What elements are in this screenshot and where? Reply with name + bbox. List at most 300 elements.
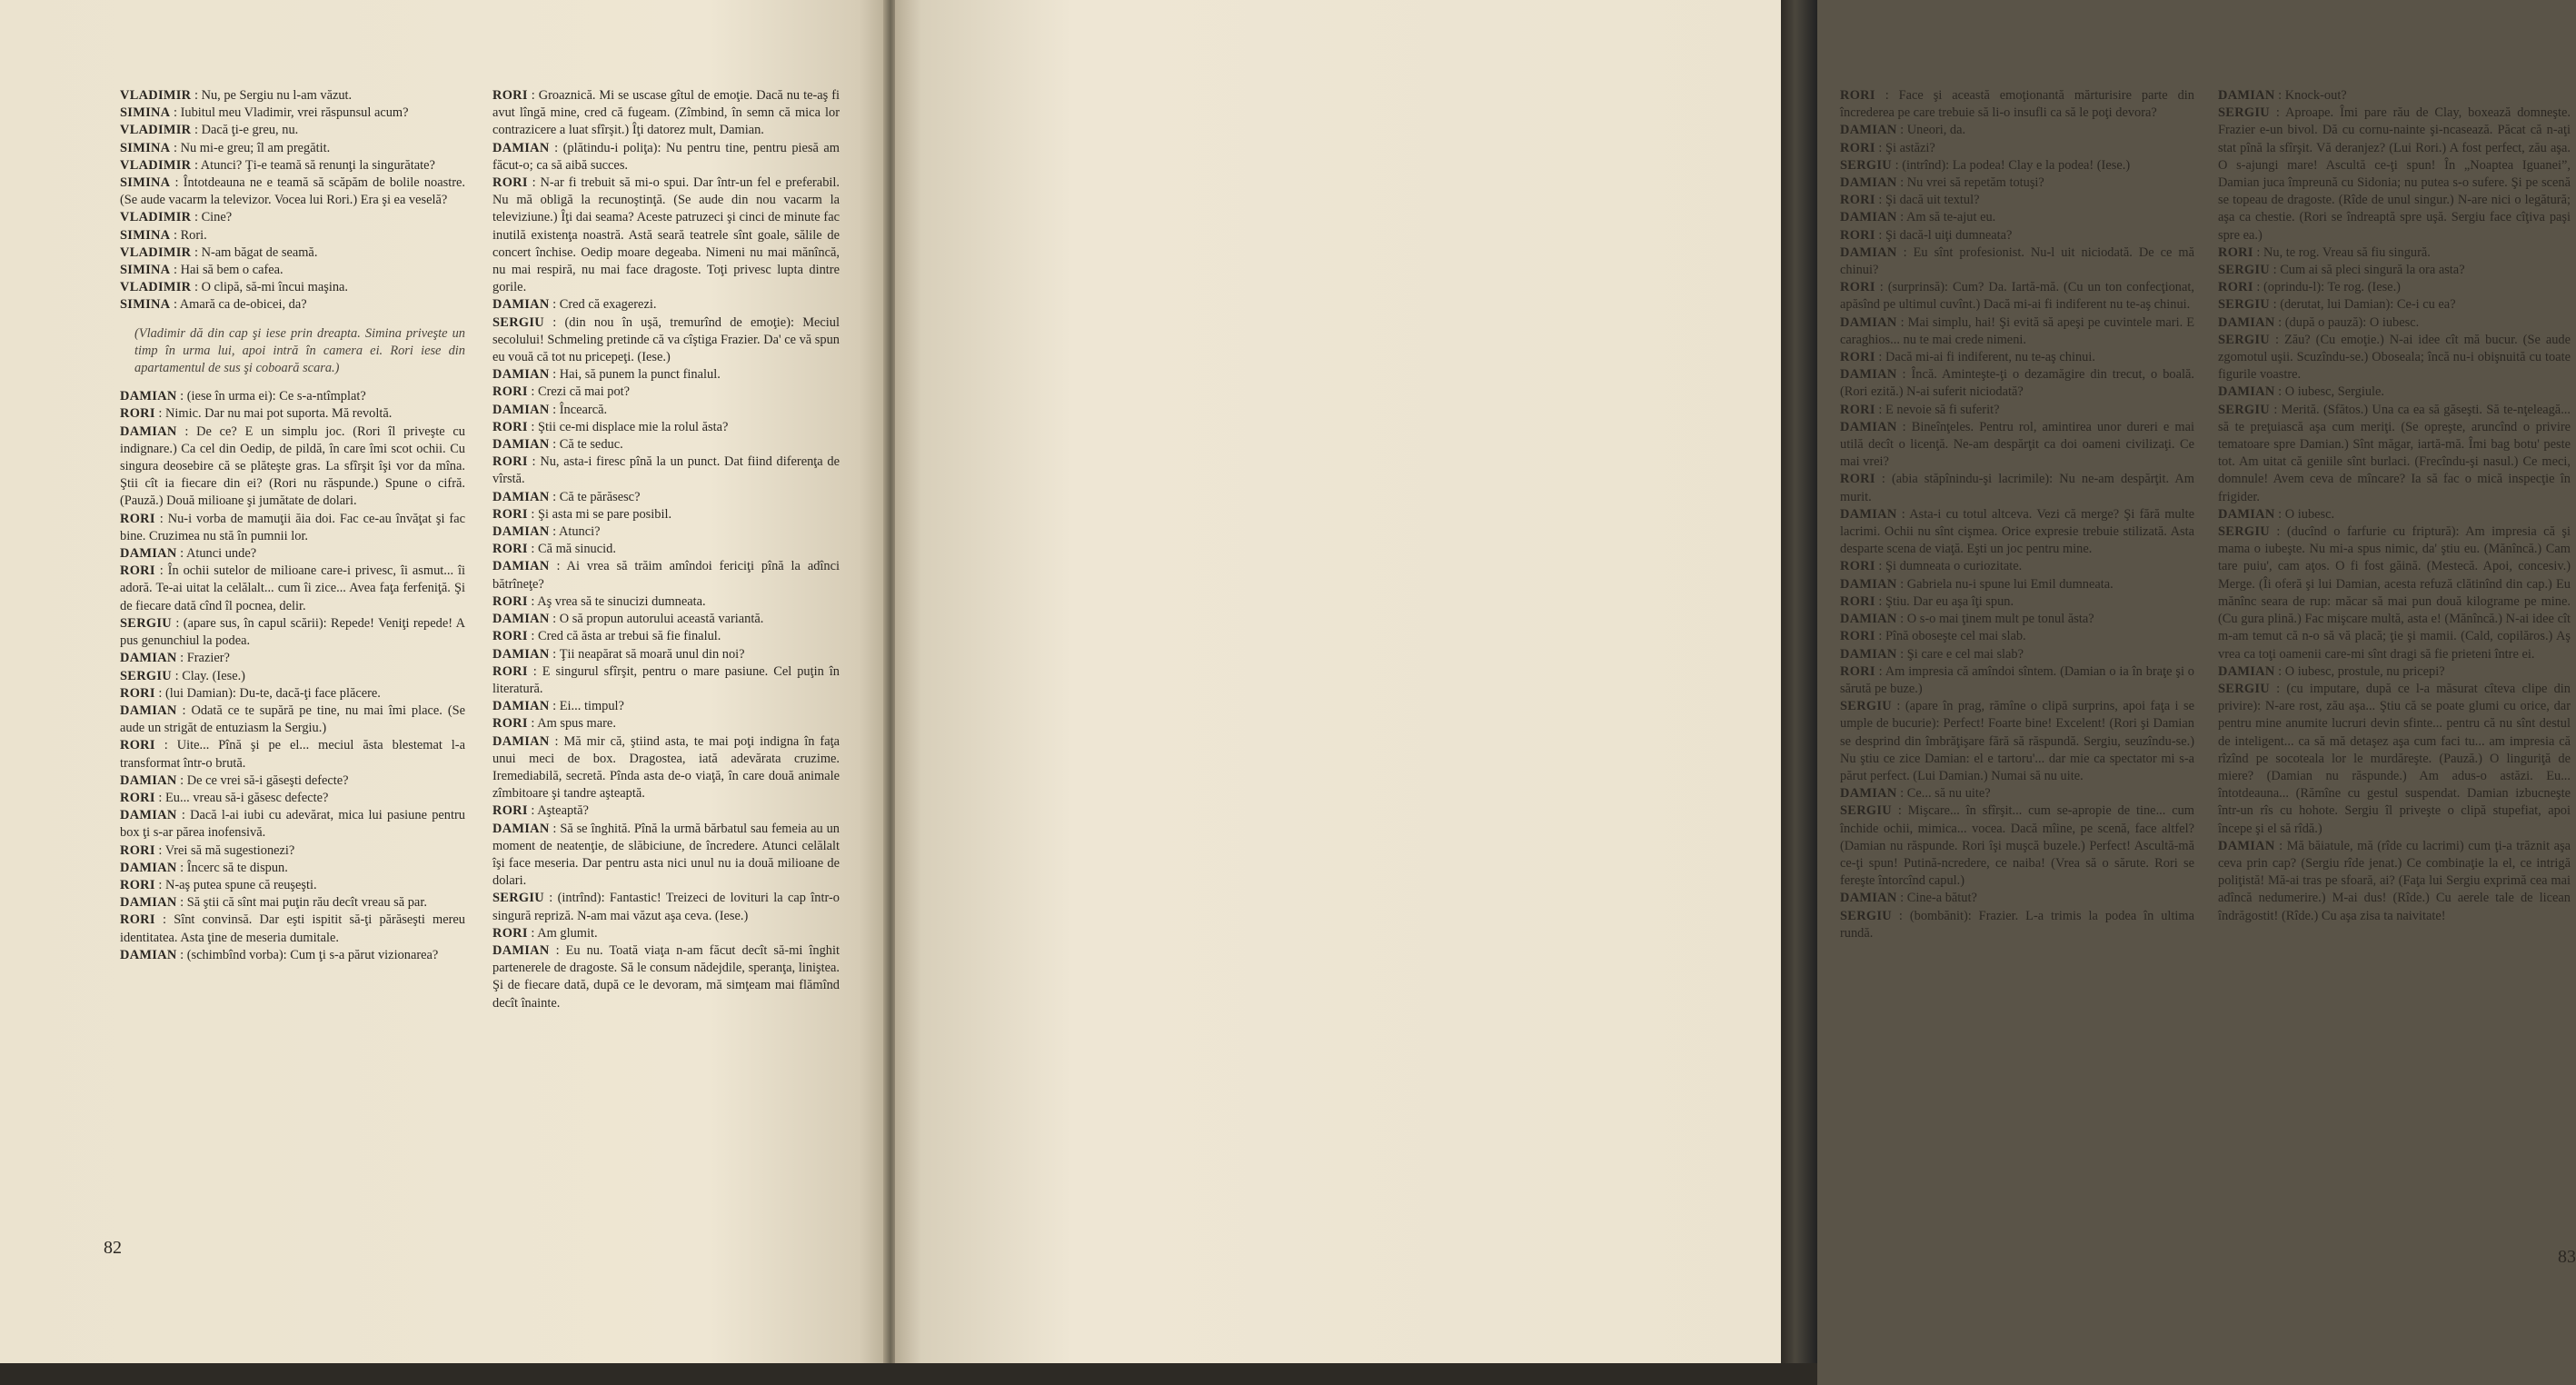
speaker-separator: : <box>1896 367 1912 383</box>
dialogue-line <box>1840 314 2194 349</box>
dialogue-line <box>120 140 465 157</box>
dialogue-line <box>492 419 840 436</box>
dialogue-text: Pînă oboseşte cel mai slab. <box>1885 629 2026 644</box>
dialogue-line <box>492 698 840 715</box>
speaker-separator: : <box>1875 593 1885 609</box>
dialogue-text: Uite... Pînă şi pe el... meciul ăsta blestemat l-a transformat într-o brută. <box>120 738 465 771</box>
speaker-separator: : <box>170 263 181 278</box>
dialogue-text: (surprinsă): Cum? Da. Iartă-mă. (Cu un ton confecţionat, apăsînd pe ultimul cuvînt.) Dacă mi-ai fi indiferent nu te-aş chinui. <box>1840 280 2194 313</box>
dialogue-line <box>120 650 465 667</box>
dialogue-line <box>1840 908 2194 942</box>
dialogue-text: Aşteaptă? <box>537 803 589 819</box>
dialogue-text: Cine-a bătut? <box>1906 891 1977 906</box>
speaker-name: SERGIU <box>1840 699 1892 714</box>
dialogue-line <box>2218 838 2571 925</box>
dialogue-line <box>1840 890 2194 907</box>
speaker-name: RORI <box>1840 227 1875 243</box>
speaker-name: DAMIAN <box>120 389 177 404</box>
dialogue-text: Cum ai să pleci singură la ora asta? <box>2280 263 2465 278</box>
dialogue-line <box>1840 209 2194 226</box>
dialogue-line <box>492 314 840 367</box>
speaker-separator: : <box>2269 297 2281 313</box>
book-cover-bottom <box>0 1363 1817 1385</box>
speaker-name: DAMIAN <box>492 733 550 749</box>
speaker-separator: : <box>2269 681 2287 696</box>
dialogue-line <box>120 122 465 139</box>
dialogue-line <box>120 702 465 737</box>
speaker-name: SERGIU <box>492 891 544 906</box>
dialogue-text: Ce... să nu uite? <box>1906 786 1991 802</box>
dialogue-text: Încearcă. <box>559 402 608 417</box>
dialogue-line <box>120 296 465 314</box>
dialogue-text: (apare sus, în capul scării): Repede! Veniţi repede! A pus genunchiul la podea. <box>120 615 465 649</box>
speaker-separator: : <box>2269 402 2282 417</box>
dialogue-line <box>1840 419 2194 472</box>
speaker-separator: : <box>154 511 168 526</box>
speaker-separator: : <box>170 140 181 155</box>
dialogue-line <box>1840 279 2194 314</box>
dialogue-line <box>120 894 465 912</box>
speaker-name: RORI <box>120 738 155 753</box>
speaker-name: DAMIAN <box>1840 419 1897 434</box>
speaker-name: DAMIAN <box>120 895 177 911</box>
dialogue-line <box>120 209 465 226</box>
speaker-name: RORI <box>1840 402 1875 417</box>
dialogue-line <box>1840 140 2194 157</box>
dialogue-text: Amară ca de-obicei, da? <box>179 297 307 313</box>
stage-direction-text: (Vladimir dă din cap şi iese prin dreapta. Simina priveşte un timp în urma lui, apoi intră în camera ei. Rori iese din apartamentul de sus şi coboară scara.) <box>134 325 465 376</box>
speaker-name: RORI <box>1840 140 1875 155</box>
dialogue-text: (ducînd o farfurie cu friptură): Am impresia că şi mama o iubeşte. Nu mi-a spus nimic, da' ştiu eu. (Mănîncă.) Cam tare puiu', cam aţos. O fi fost găină. (Mestecă. Apoi, concesiv.) Merge. (Îi oferă şi lui Damian, acesta refuză clătinînd din cap.) Eu mănînc seara de rup: măcar să mai pun două kilograme pe mine. (Cu gura plină.) Fac mişcare multă, asta e! (Mănîncă.) N-ai idee cît m-am temut că n-o să vă placă; ţie şi mamii. (Cald, copilăros.) Aş vrea ca toţi oamenii care-mi sînt dragi să fie prieteni între ei. <box>2218 524 2571 662</box>
dialogue-line <box>120 174 465 209</box>
dialogue-text: Asta-i cu totul altceva. Vezi că merge? Şi fără multe lacrimi. Ochii nu sînt cişmea. Orice expresie trebuie stilizată. Asta desparte scena de viaţă. Eşti un joc pentru mine. <box>1840 506 2194 557</box>
speaker-name: DAMIAN <box>1840 314 1897 330</box>
dialogue-line <box>492 821 840 891</box>
dialogue-line <box>1840 174 2194 192</box>
speaker-separator: : <box>2274 663 2285 679</box>
dialogue-text: Ai vrea să trăim amîndoi fericiţi pînă la adînci bătrîneţe? <box>492 559 840 592</box>
dialogue-text: Merită. (Sfătos.) Una ca ea să găseşti. Să te-nţeleagă... să te preţuiască aşa cum meriţi. (Se opreşte, aruncînd o privire tematoare spre Damian.) Sînt măgar, iartă-mă. Îmi bag botu' peste tot. Am uitat că geniile sînt burlaci. (Frecîndu-şi nasul.) Ce meci, domnule! Avem ceva de mîncare? Ia să fac o mică inspecţie în frigider. <box>2218 402 2571 504</box>
speaker-name: RORI <box>2218 280 2253 295</box>
speaker-name: DAMIAN <box>1840 612 1897 627</box>
dialogue-text: Vrei să mă sugestionezi? <box>164 842 295 858</box>
dialogue-line <box>1840 593 2194 611</box>
speaker-name: RORI <box>1840 629 1875 644</box>
speaker-name: SERGIU <box>2218 297 2270 313</box>
dialogue-text: Hai, să punem la punct finalul. <box>559 367 721 383</box>
dialogue-text: (cu imputare, după ce l-a măsurat cîteva clipe din privire): N-are rost, zău aşa... Ştiu că se poate glumi cu orice, dar pentru mine anumite lucruri devin sfinte... pentru că nu sînt destul de inteligent... ca să mă detaşez aşa cum faci tu... am impresia că rîzînd pe socoteala lor le murdăreşte. (Pauză.) O linguriţă de miere? (Damian nu răspunde.) Am adus-o astăzi. Eu... întotdeauna... (Rămîne cu gestul suspendat. Damian izbucneşte într-un rîs cu hohote. Sergiu îl priveşte o clipă stupefiat, apoi începe şi el să rîdă.) <box>2218 681 2571 836</box>
page-number-right: 83 <box>2558 1247 2576 1267</box>
dialogue-line <box>1840 157 2194 174</box>
speaker-name: DAMIAN <box>1840 210 1897 225</box>
speaker-name: RORI <box>120 563 155 579</box>
speaker-name: SERGIU <box>1840 803 1892 819</box>
dialogue-text: Ţii neapărat să moară unul din noi? <box>559 646 745 662</box>
speaker-separator: : <box>1896 210 1906 225</box>
speaker-separator: : <box>527 716 538 732</box>
text-column-3 <box>1840 87 2194 942</box>
dialogue-text: Ei... timpul? <box>559 699 624 714</box>
speaker-name: DAMIAN <box>2218 314 2275 330</box>
speaker-separator: : <box>549 367 560 383</box>
dialogue-line <box>2218 279 2571 296</box>
speaker-name: SIMINA <box>120 263 171 278</box>
dialogue-line <box>120 279 465 296</box>
speaker-name: RORI <box>120 877 155 892</box>
dialogue-line <box>120 262 465 279</box>
dialogue-text: Aproape. Îmi pare rău de Clay, boxează domneşte. Frazier e-un bivol. Dă cu cornu-nainte şi-ncasează. Păcat că n-aţi stat pînă la sfîrşit. Vă deranjez? (Lui Rori.) A fost perfect, zău aşa. O s-ajungi mare! Ascultă ce-ţi spun! În „Noaptea Iguanei”, Damian juca împreună cu Sidonia; nu putea s-o sufere. Şi pe scenă se topeau de dragoste. (Rîde de unul singur.) N-are nici o legătură; aşa ca chestie. (Rori se îndreaptă spre uşă. Sergiu face cîţiva paşi spre ea.) <box>2218 105 2571 243</box>
dialogue-text: (abia stăpînindu-şi lacrimile): Nu ne-am despărţit. Am murit. <box>1840 472 2194 504</box>
speaker-separator: : <box>543 891 558 906</box>
dialogue-text: În ochii sutelor de milioane care-i privesc, îi asmut... îi adoră. Te-ai uitat la celălalt... cum îi zice... Avea faţa ferfeniţă. Şi de fiecare dată cînd îl pocnea, delir. <box>120 563 465 613</box>
dialogue-text: Mişcare... în sfîrşit... cum se-apropie de tine... cum închide ochii, mimica... vocea. Dacă mîine, pe scenă, face altfel? (Damian nu răspunde. Rori îşi muşcă buzele.) Perfect! Ascultă-mă ce-ţi spun! Putină-ncredere, ce naiba! (Vrea să o sărute. Rori se fereşte întorcînd capul.) <box>1840 803 2194 889</box>
dialogue-text: Face şi această emoţionantă mărturisire parte din încrederea pe care trebuie să li-o insufli ca să le poţi devora? <box>1840 88 2194 121</box>
dialogue-line <box>2218 506 2571 523</box>
speaker-separator: : <box>1891 908 1910 923</box>
speaker-name: DAMIAN <box>120 860 177 875</box>
speaker-separator: : <box>2269 332 2284 347</box>
speaker-separator: : <box>1875 88 1899 103</box>
speaker-separator: : <box>549 699 560 714</box>
dialogue-line <box>1840 576 2194 593</box>
dialogue-text: (schimbînd vorba): Cum ţi s-a părut vizionarea? <box>186 947 439 962</box>
speaker-separator: : <box>170 175 184 191</box>
dialogue-text: (din nou în uşă, tremurînd de emoţie): Meciul secolului! Schmeling pretinde că va cîştiga Frazier. Da' ce vă spun eu vouă că tot nu pricepeţi. (Iese.) <box>492 314 840 365</box>
speaker-name: RORI <box>492 384 528 400</box>
speaker-name: RORI <box>492 506 528 522</box>
dialogue-line <box>120 423 465 511</box>
speaker-name: RORI <box>1840 593 1875 609</box>
dialogue-line <box>492 733 840 803</box>
speaker-name: DAMIAN <box>492 942 550 958</box>
dialogue-line <box>492 558 840 593</box>
speaker-name: DAMIAN <box>492 524 550 540</box>
speaker-separator: : <box>2274 838 2287 853</box>
dialogue-line <box>492 925 840 942</box>
dialogue-text: Mai simplu, hai! Şi evită să apeşi pe cuvintele mari. E caraghios... nu te mai crede nimeni. <box>1840 314 2194 347</box>
speaker-name: SIMINA <box>120 175 171 191</box>
dialogue-text: O să propun autorului această variantă. <box>559 612 764 627</box>
dialogue-line <box>120 615 465 650</box>
dialogue-line <box>2218 681 2571 838</box>
dialogue-text: Odată ce te supără pe tine, nu mai îmi place. (Se aude un strigăt de entuziasm la Sergiu.) <box>120 702 465 736</box>
speaker-separator: : <box>1896 123 1907 138</box>
dialogue-line <box>492 384 840 401</box>
speaker-separator: : <box>549 297 560 313</box>
dialogue-text: Frazier? <box>186 651 230 666</box>
dialogue-text: Knock-out? <box>2284 88 2347 103</box>
speaker-name: DAMIAN <box>120 947 177 962</box>
dialogue-line <box>2218 332 2571 384</box>
speaker-name: VLADIMIR <box>120 210 192 225</box>
speaker-name: RORI <box>120 790 155 805</box>
speaker-name: RORI <box>1840 663 1875 679</box>
speaker-separator: : <box>549 437 560 453</box>
dialogue-text: N-am băgat de seamă. <box>201 244 318 260</box>
dialogue-text: Cred că ăsta ar trebui să fie finalul. <box>537 629 721 644</box>
dialogue-line <box>1840 87 2194 122</box>
speaker-separator: : <box>2274 88 2285 103</box>
speaker-separator: : <box>1875 350 1885 365</box>
dialogue-text: Dacă ţi-e greu, nu. <box>201 123 299 138</box>
speaker-separator: : <box>527 542 538 557</box>
speaker-name: RORI <box>120 511 155 526</box>
speaker-separator: : <box>549 402 560 417</box>
dialogue-line <box>120 87 465 105</box>
speaker-separator: : <box>1896 175 1907 191</box>
dialogue-text: E nevoie să fi suferit? <box>1885 402 2000 417</box>
dialogue-line <box>2218 384 2571 401</box>
dialogue-text: Întotdeauna ne e teamă să scăpăm de bolile noastre. (Se aude vacarm la televizor. Vocea lui Rori.) Era şi ea veselă? <box>120 175 465 208</box>
dialogue-text: Nu, asta-i firesc pînă la un punct. Dat fiind diferenţa de vîrstă. <box>492 454 840 487</box>
dialogue-text: (bombănit): Frazier. L-a trimis la podea în ultima rundă. <box>1840 908 2194 941</box>
speaker-separator: : <box>1896 244 1914 260</box>
dialogue-text: Gabriela nu-i spune lui Emil dumneata. <box>1906 576 2114 592</box>
speaker-separator: : <box>2253 280 2263 295</box>
dialogue-line <box>1840 646 2194 663</box>
speaker-name: DAMIAN <box>120 423 177 439</box>
dialogue-line <box>120 790 465 807</box>
speaker-separator: : <box>176 546 186 562</box>
dialogue-text: Nu mi-e greu; îl am pregătit. <box>180 140 331 155</box>
dialogue-text: Încerc să te dispun. <box>186 860 288 875</box>
dialogue-text: Că mă sinucid. <box>537 542 616 557</box>
dialogue-text: (intrînd): Fantastic! Treizeci de lovituri la cap într-o singură repriză. N-am mai văzut aşa ceva. (Iese.) <box>492 891 840 923</box>
dialogue-line <box>2218 296 2571 314</box>
dialogue-line <box>120 685 465 702</box>
dialogue-line <box>120 772 465 790</box>
speaker-separator: : <box>549 524 559 540</box>
dialogue-text: Nu-i vorba de mamuţii ăia doi. Fac ce-au învăţat şi fac bine. Cruzimea nu stă în pumnii lor. <box>120 511 465 543</box>
dialogue-line <box>492 593 840 611</box>
speaker-separator: : <box>176 702 192 718</box>
dialogue-text: Am impresia că amîndoi sîntem. (Damian o ia în braţe şi o sărută pe buze.) <box>1840 663 2195 696</box>
dialogue-line <box>1840 349 2194 366</box>
speaker-name: DAMIAN <box>1840 244 1897 260</box>
dialogue-line <box>120 668 465 685</box>
dialogue-text: Dacă l-ai iubi cu adevărat, mica lui pasiune pentru box ţi s-ar părea inofensivă. <box>120 808 465 841</box>
dialogue-line <box>120 842 465 860</box>
speaker-name: VLADIMIR <box>120 280 192 295</box>
speaker-separator: : <box>1896 419 1912 434</box>
dialogue-line <box>2218 105 2571 244</box>
text-column-2 <box>492 87 840 1012</box>
dialogue-line <box>120 807 465 842</box>
speaker-name: DAMIAN <box>2218 838 2275 853</box>
speaker-separator: : <box>2269 524 2287 540</box>
speaker-separator: : <box>154 790 165 805</box>
dialogue-text: Nu vrei să repetăm totuşi? <box>1906 175 2044 191</box>
dialogue-text: Atunci? <box>558 524 601 540</box>
speaker-name: RORI <box>1840 559 1875 574</box>
speaker-separator: : <box>549 140 563 155</box>
speaker-separator: : <box>543 314 565 330</box>
speaker-name: DAMIAN <box>492 402 550 417</box>
speaker-name: RORI <box>492 925 528 941</box>
speaker-separator: : <box>527 629 538 644</box>
speaker-name: RORI <box>1840 280 1875 295</box>
speaker-separator: : <box>1896 314 1908 330</box>
speaker-separator: : <box>527 506 538 522</box>
speaker-name: RORI <box>492 454 528 470</box>
speaker-name: SERGIU <box>2218 681 2270 696</box>
speaker-name: RORI <box>492 593 528 609</box>
dialogue-line <box>492 663 840 698</box>
speaker-separator: : <box>191 157 201 173</box>
speaker-separator: : <box>527 803 538 819</box>
dialogue-line <box>2218 402 2571 506</box>
dialogue-text: Clay. (Iese.) <box>182 668 245 683</box>
dialogue-text: Rori. <box>180 227 207 243</box>
dialogue-text: O s-o mai ţinem mult pe tonul ăsta? <box>1906 612 2094 627</box>
dialogue-text: Şi asta mi se pare posibil. <box>537 506 672 522</box>
speaker-separator: : <box>176 423 197 439</box>
speaker-name: DAMIAN <box>1840 786 1897 802</box>
speaker-name: DAMIAN <box>492 612 550 627</box>
dialogue-line <box>1840 366 2194 401</box>
speaker-separator: : <box>527 384 538 400</box>
dialogue-line <box>1840 227 2194 244</box>
speaker-separator: : <box>176 651 187 666</box>
speaker-name: SERGIU <box>1840 908 1892 923</box>
book-cover-edge <box>1781 0 1817 1385</box>
left-page <box>0 0 886 1385</box>
dialogue-text: Sînt convinsă. Dar eşti ispitit să-ţi părăseşti mereu identitatea. Asta ţine de meseria dumitale. <box>120 912 465 945</box>
dialogue-line <box>120 563 465 615</box>
dialogue-line <box>120 737 465 772</box>
speaker-name: SERGIU <box>2218 332 2270 347</box>
dialogue-text: Eu nu. Toată viaţa n-am făcut decît să-mi înghit partenerele de dragoste. Să le consum nădejdile, speranţa, liniştea. Şi de fiecare dată, după ce le devoram, mă simţeam mai flămînd decît înainte. <box>492 942 840 1011</box>
speaker-separator: : <box>191 123 202 138</box>
dialogue-text: (oprindu-l): Te rog. (Iese.) <box>2263 280 2401 295</box>
dialogue-text: De ce vrei să-i găseşti defecte? <box>186 772 349 788</box>
dialogue-text: (derutat, lui Damian): Ce-i cu ea? <box>2280 297 2456 313</box>
speaker-separator: : <box>1896 576 1907 592</box>
dialogue-text: Că te părăsesc? <box>559 489 641 504</box>
dialogue-text: De ce? E un simplu joc. (Rori îl priveşte cu indignare.) Ca cel din Oedip, de pildă, în care îmi scot ochii. Cu singura deosebire că se plăteşte gras. La sfîrşit îşi vor da mîna. Ştii cît ia fiecare din ei? (Rori nu răspunde.) Spune o cifră. (Pauză.) Două milioane şi jumătate de dolari. <box>120 423 466 509</box>
dialogue-line <box>1840 402 2194 419</box>
dialogue-line <box>492 802 840 820</box>
dialogue-line <box>492 541 840 558</box>
speaker-separator: : <box>1875 472 1892 487</box>
dialogue-line <box>120 877 465 894</box>
dialogue-line <box>120 157 465 174</box>
dialogue-text: Ştiu. Dar eu aşa îţi spun. <box>1885 593 2014 609</box>
speaker-separator: : <box>2274 384 2285 400</box>
speaker-name: RORI <box>492 175 528 191</box>
dialogue-text: N-aş putea spune că reuşeşti. <box>164 877 317 892</box>
dialogue-text: O iubesc, Sergiule. <box>2284 384 2385 400</box>
dialogue-text: Bineînţeles. Pentru rol, amintirea unor dureri e mai utilă decît o licenţă. Ne-am despărţit ca doi oameni civilizaţi. Ce mai vrei? <box>1840 419 2194 470</box>
dialogue-text: Crezi că mai pot? <box>537 384 631 400</box>
speaker-separator: : <box>1875 280 1888 295</box>
dialogue-text: (iese în urma ei): Ce s-a-ntîmplat? <box>186 389 366 404</box>
speaker-name: SIMINA <box>120 227 171 243</box>
speaker-separator: : <box>1875 629 1885 644</box>
speaker-name: RORI <box>120 685 155 701</box>
speaker-name: DAMIAN <box>492 437 550 453</box>
speaker-separator: : <box>527 663 542 679</box>
speaker-separator: : <box>527 419 538 434</box>
speaker-separator: : <box>154 685 165 701</box>
speaker-name: RORI <box>120 842 155 858</box>
dialogue-line <box>492 436 840 453</box>
dialogue-text: Şi dacă-l uiţi dumneata? <box>1885 227 2013 243</box>
speaker-name: DAMIAN <box>492 367 550 383</box>
dialogue-line <box>492 174 840 296</box>
speaker-separator: : <box>2253 244 2263 260</box>
dialogue-line <box>1840 558 2194 575</box>
speaker-name: RORI <box>492 803 528 819</box>
text-column-1 <box>120 87 465 964</box>
dialogue-line <box>1840 122 2194 139</box>
speaker-name: VLADIMIR <box>120 123 192 138</box>
speaker-name: DAMIAN <box>492 646 550 662</box>
speaker-name: DAMIAN <box>1840 646 1897 662</box>
right-page <box>895 0 2576 1385</box>
dialogue-line <box>120 244 465 262</box>
dialogue-line <box>2218 244 2571 262</box>
dialogue-text: Cred că exagerezi. <box>559 297 657 313</box>
dialogue-text: Mă mir că, ştiind asta, te mai poţi indigna în faţa unui meci de box. Dragostea, iată adevărata cruzime. Iremediabilă, secretă. Pînda asta de-o viaţă, în care două animale zîmbitoare şi tandre aşteaptă. <box>492 733 840 802</box>
speaker-separator: : <box>176 895 187 911</box>
speaker-name: SERGIU <box>1840 157 1892 173</box>
dialogue-text: Eu... vreau să-i găsesc defecte? <box>164 790 329 805</box>
speaker-separator: : <box>527 88 539 103</box>
dialogue-line <box>2218 663 2571 681</box>
dialogue-text: (apare în prag, rămîne o clipă surprins, apoi faţa i se umple de bucurie): Perfect! Foarte bine! Excelent! (Rori şi Damian se desprind din îmbrăţişare fără să răspundă. Sergiu, seuzîndu-se.) Nu ştiu ce zice Damian: el e tartoru'... dar mie ca spectator mi s-a părut perfect. (Lui Damian.) Numai să nu uite. <box>1840 699 2194 783</box>
speaker-name: DAMIAN <box>2218 506 2275 522</box>
speaker-name: RORI <box>120 406 155 422</box>
speaker-separator: : <box>176 860 187 875</box>
dialogue-line <box>120 388 465 405</box>
dialogue-line <box>1840 192 2194 209</box>
speaker-separator: : <box>527 454 541 470</box>
speaker-separator: : <box>1875 227 1885 243</box>
dialogue-line <box>120 227 465 244</box>
dialogue-text: Groaznică. Mi se uscase gîtul de emoţie. Dacă nu te-aş fi avut lîngă mine, cred că fugeam. (Zîmbind, în semn că mica lor contrazicere a luat sfîrşit.) Îţi datorez mult, Damian. <box>492 88 840 138</box>
speaker-separator: : <box>154 738 177 753</box>
speaker-separator: : <box>1875 559 1885 574</box>
speaker-name: RORI <box>492 542 528 557</box>
dialogue-line <box>492 402 840 419</box>
speaker-name: SERGIU <box>120 668 172 683</box>
speaker-separator: : <box>2274 506 2285 522</box>
dialogue-text: Să se înghită. Pînă la urmă bărbatul sau femeia au un moment de neatenţie, de slăbiciune, de încredere. Atunci celălalt îşi face meseria. Dar pentru asta nici unul nu ia două milioane de dolari. <box>492 821 840 889</box>
dialogue-text: Hai să bem o cafea. <box>180 263 283 278</box>
dialogue-text: Nimic. Dar nu mai pot suporta. Mă revoltă. <box>164 406 393 422</box>
dialogue-text: Iubitul meu Vladimir, vrei răspunsul acum? <box>180 105 409 121</box>
dialogue-text: Mă băiatule, mă (rîde cu lacrimi) cum ţi-a trăznit aşa ceva prin cap? (Sergiu rîde jenat.) Ce combinaţie la el, ce intrigă poliţistă! Mă-ai tras pe sfoară, ai? (Faţa lui Sergiu exprimă cea mai adîncă nedumerire.) M-ai dus! (Rîde.) Cu aerele tale de licean îndrăgostit! (Rîde.) Cu aşa zisa ta naivitate! <box>2218 838 2571 923</box>
speaker-separator: : <box>1896 506 1910 522</box>
speaker-separator: : <box>2269 105 2286 121</box>
speaker-name: DAMIAN <box>2218 88 2275 103</box>
dialogue-line <box>492 489 840 506</box>
dialogue-text: Aş vrea să te sinucizi dumneata. <box>537 593 706 609</box>
speaker-name: DAMIAN <box>492 140 550 155</box>
dialogue-line <box>492 140 840 174</box>
dialogue-text: Şi astăzi? <box>1885 140 1935 155</box>
speaker-name: DAMIAN <box>492 821 550 836</box>
speaker-name: DAMIAN <box>492 489 550 504</box>
dialogue-text: Cine? <box>201 210 233 225</box>
speaker-separator: : <box>176 808 191 823</box>
dialogue-text: Şi care e cel mai slab? <box>1906 646 2024 662</box>
speaker-name: DAMIAN <box>1840 367 1897 383</box>
speaker-separator: : <box>549 489 560 504</box>
speaker-separator: : <box>1875 193 1885 208</box>
dialogue-text: N-ar fi trebuit să mi-o spui. Dar într-un fel e preferabil. Nu mă obligă la recunoştinţă. (Se aude din nou vacarm la televiziune.) Îţi dai seama? Aceste patruzeci şi cinci de minute fac inutilă existenţa noastră. Astă seară teatrele sînt goale, sălile de concert închise. Oedip moare degeaba. Nimeni nu mai mănîncă, nu mai respiră, nu mai face dragoste. Toţi privesc lupta dintre gorile. <box>492 175 840 295</box>
